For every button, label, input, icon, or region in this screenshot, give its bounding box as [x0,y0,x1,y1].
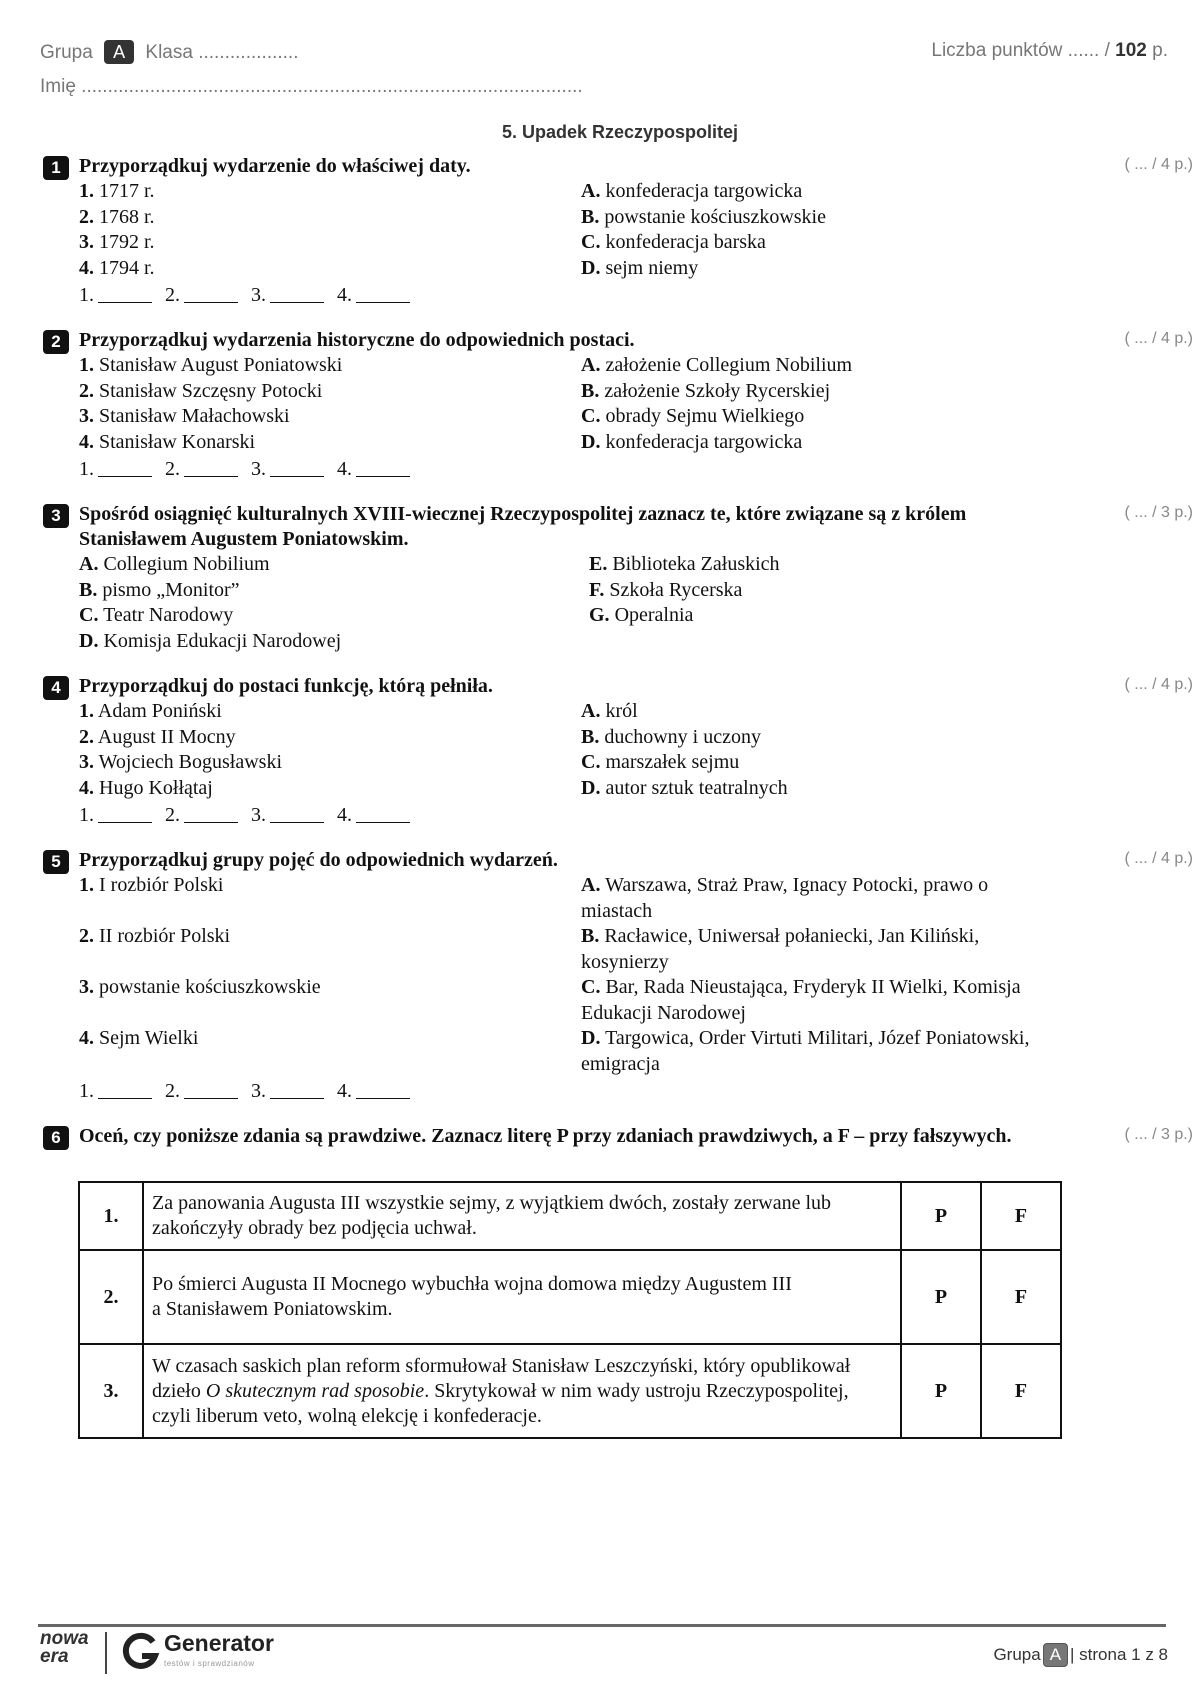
list-item: 4. Hugo Kołłątaj [79,776,213,799]
task-number: 5 [43,850,69,874]
list-item: C. konfederacja barska [581,231,766,253]
name-field[interactable]: Imię ............................................................................................... [40,76,583,97]
answer-blank[interactable] [356,1098,410,1099]
statement: Za panowania Augusta III wszystkie sejmy, z wyjątkiem dwóch, zostały zerwane lub zakończyły obrady bez podjęcia uchwał. [143,1182,901,1250]
list-item: 2. August II Mocny [79,725,236,748]
answer-blank[interactable] [98,476,152,477]
answer-blank[interactable] [184,302,238,303]
row-number: 2. [79,1250,143,1344]
answer-blank[interactable] [184,476,238,477]
list-item: C. marszałek sejmu [581,751,740,773]
answer-blank[interactable] [356,302,410,303]
list-item: 4. Stanisław Konarski [79,430,256,453]
list-item: 4. Sejm Wielki [79,1027,199,1049]
true-option[interactable]: P [901,1182,981,1250]
group-label: Grupa [40,42,93,63]
task-question: Przyporządkuj wydarzenie do właściwej daty. [79,155,471,177]
list-item: 1. 1717 r. [79,180,155,202]
list-item: B. założenie Szkoły Rycerskiej [581,379,831,402]
answer-blank[interactable] [270,822,324,823]
false-option[interactable]: F [981,1250,1061,1344]
task-question: Przyporządkuj wydarzenia historyczne do odpowiednich postaci. [79,329,635,351]
list-item: B. powstanie kościuszkowskie [581,205,826,228]
task-points[interactable]: ( ... / 3 p.) [1124,1126,1193,1143]
generator-logo-text: Generator [164,1630,274,1656]
table-row [79,1344,1061,1438]
row-number: 1. [79,1182,143,1250]
task-points[interactable]: ( ... / 4 p.) [1124,850,1193,867]
true-false-table [78,1181,1062,1439]
logo-separator [105,1632,107,1674]
task-points[interactable]: ( ... / 4 p.) [1124,676,1193,693]
option-item[interactable]: C. Teatr Narodowy [79,604,234,626]
option-item[interactable]: A. Collegium Nobilium [79,553,270,575]
list-item: A. król [581,700,638,722]
statement: Po śmierci Augusta II Mocnego wybuchła wojna domowa między Augustem III a Stanisławem Poniatowskim. [143,1250,901,1344]
task-question: Oceń, czy poniższe zdania są prawdziwe. Zaznacz literę P przy zdaniach prawdziwych, a F – przy fałszywych. [79,1125,1012,1147]
task-1 [43,154,1193,306]
task-4 [43,674,1193,826]
list-item: D. konfederacja targowicka [581,430,803,453]
list-item: D. sejm niemy [581,256,699,279]
book-title: O skutecznym rad sposobie [205,1379,425,1402]
footer-page-info: Grupa A | strona 1 z 8 [993,1643,1168,1667]
statement: W czasach saskich plan reform sformułował Stanisław Leszczyński, który opublikował dzieło O skutecznym rad sposobie. Skrytykował w nim wady ustroju Rzeczypospolitej, czyli liberum veto, wolną elekcję i konfederacje. [143,1344,901,1438]
list-item: A. założenie Collegium Nobilium [581,354,853,376]
group-badge: A [104,40,134,64]
answer-blank[interactable] [356,476,410,477]
points-prefix: Liczba punktów ...... / [931,40,1110,61]
option-item[interactable]: G. Operalnia [589,604,694,626]
list-item: 3. Wojciech Bogusławski [79,751,282,773]
task-number: 6 [43,1126,69,1150]
false-option[interactable]: F [981,1182,1061,1250]
answer-blank[interactable] [98,1098,152,1099]
option-item[interactable]: F. Szkoła Rycerska [589,578,743,601]
list-item: 4. 1794 r. [79,256,155,279]
list-item: 1. I rozbiór Polski [79,874,224,896]
true-option[interactable]: P [901,1250,981,1344]
answer-blanks: 1. 2. 3. 4. [79,804,418,827]
task-number: 4 [43,676,69,700]
list-item: 2. 1768 r. [79,205,155,228]
list-item: 3. powstanie kościuszkowskie [79,976,321,998]
footer-rule [38,1624,1166,1627]
row-number: 3. [79,1344,143,1438]
task-6 [43,1124,1193,1149]
list-item: 3. Stanisław Małachowski [79,405,290,427]
header-group-class [40,40,299,64]
list-item: A. Warszawa, Straż Praw, Ignacy Potocki, prawo o miastach [581,874,989,922]
points-suffix: p. [1152,40,1168,61]
task-2 [43,328,1193,480]
list-item: 1. Adam Poniński [79,700,222,722]
answer-blank[interactable] [184,1098,238,1099]
answer-blank[interactable] [356,822,410,823]
answer-blanks: 1. 2. 3. 4. [79,1080,418,1103]
generator-logo-subtitle: testów i sprawdzianów [164,1659,255,1668]
task-number: 1 [43,156,69,180]
list-item: 2. II rozbiór Polski [79,925,231,947]
generator-logo-icon [120,1632,160,1674]
group-badge: A [1043,1643,1068,1667]
task-number: 3 [43,504,69,528]
answer-blank[interactable] [98,822,152,823]
points-total: 102 [1115,40,1147,61]
true-option[interactable]: P [901,1344,981,1438]
list-item: B. duchowny i uczony [581,725,761,748]
false-option[interactable]: F [981,1344,1061,1438]
option-item[interactable]: D. Komisja Edukacji Narodowej [79,629,342,652]
option-item[interactable]: E. Biblioteka Załuskich [589,553,780,575]
list-item: 1. Stanisław August Poniatowski [79,354,343,376]
list-item: D. Targowica, Order Virtuti Militari, Józef Poniatowski, emigracja [581,1027,1030,1075]
nowa-era-logo: nowa era [40,1628,89,1667]
page-title: 5. Upadek Rzeczypospolitej [501,122,739,142]
task-5 [43,848,1193,1102]
list-item: A. konfederacja targowicka [581,180,803,202]
class-field[interactable]: Klasa ................... [145,42,299,63]
answer-blank[interactable] [270,302,324,303]
list-item: 3. 1792 r. [79,231,155,253]
list-item: 2. Stanisław Szczęsny Potocki [79,379,323,402]
task-points[interactable]: ( ... / 4 p.) [1124,330,1193,347]
task-points[interactable]: ( ... / 4 p.) [1124,156,1193,173]
task-question: Przyporządkuj do postaci funkcję, którą pełniła. [79,675,493,697]
answer-blank[interactable] [270,1098,324,1099]
header-points [931,40,1168,62]
list-item: C. obrady Sejmu Wielkiego [581,405,805,427]
table-row [79,1182,1061,1250]
list-item: C. Bar, Rada Nieustająca, Fryderyk II Wielki, Komisja Edukacji Narodowej [581,976,1021,1024]
answer-blank[interactable] [270,476,324,477]
task-question: Przyporządkuj grupy pojęć do odpowiednich wydarzeń. [79,849,558,871]
answer-blanks: 1. 2. 3. 4. [79,284,418,307]
answer-blanks: 1. 2. 3. 4. [79,458,418,481]
answer-blank[interactable] [98,302,152,303]
task-3 [43,502,1193,652]
table-row [79,1250,1061,1344]
answer-blank[interactable] [184,822,238,823]
task-question: Spośród osiągnięć kulturalnych XVIII-wiecznej Rzeczypospolitej zaznacz te, które związane są z królem Stanisławem Augustem Poniatowskim. [79,503,967,550]
task-points[interactable]: ( ... / 3 p.) [1124,504,1193,521]
option-item[interactable]: B. pismo „Monitor” [79,578,240,601]
task-number: 2 [43,330,69,354]
list-item: B. Racławice, Uniwersał połaniecki, Jan Kiliński, kosynierzy [581,925,980,973]
list-item: D. autor sztuk teatralnych [581,776,788,799]
